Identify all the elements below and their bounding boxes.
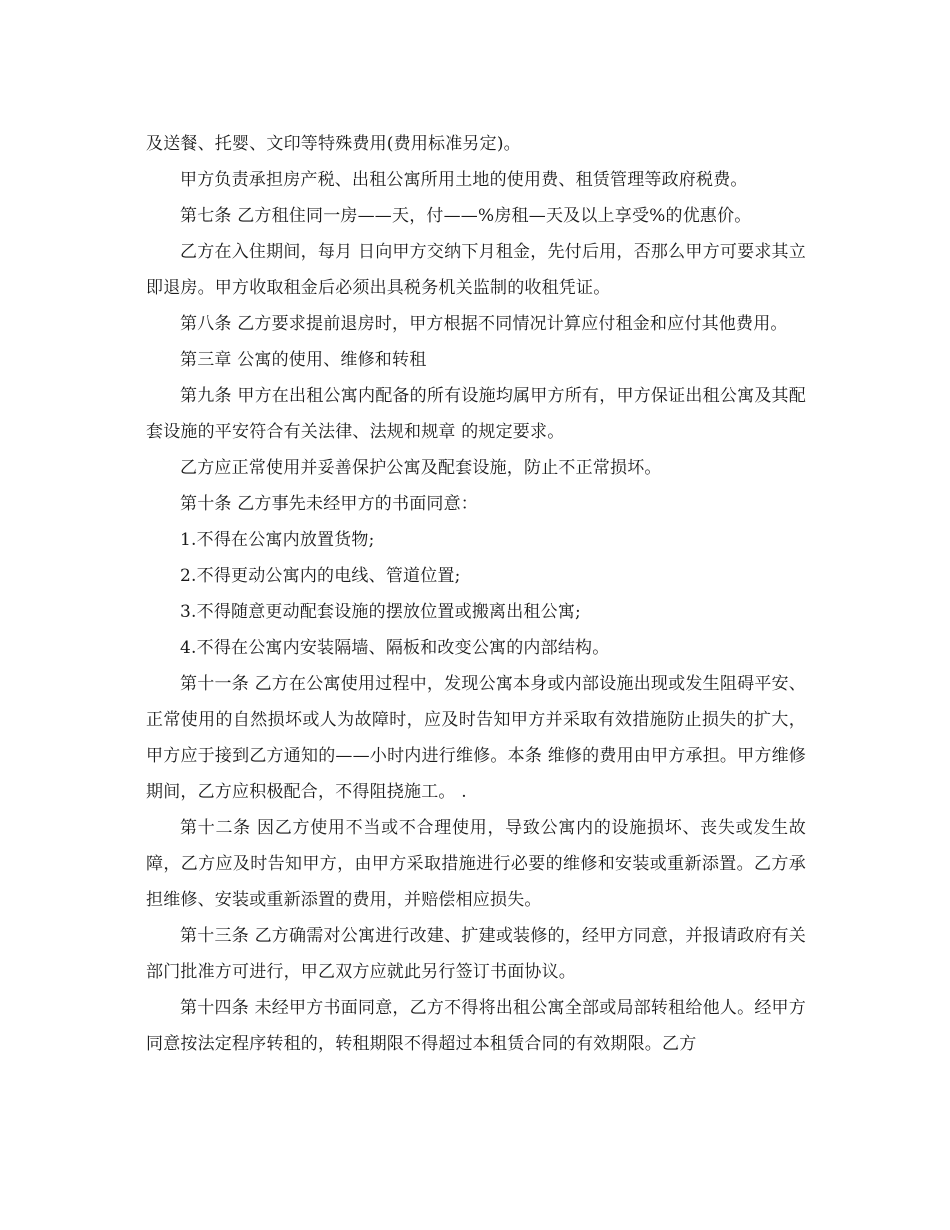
list-item-3: 3.不得随意更动配套设施的摆放位置或搬离出租公寓; [180,602,581,622]
article-8: 第八条 乙方要求提前退房时，甲方根据不同情况计算应付租金和应付其他费用。 [180,314,788,334]
article-14: 第十四条 未经甲方书面同意，乙方不得将出租公寓全部或局部转租给他人。经甲方同意按法定程序转租的，转租期限不得超过本租赁合同的有效期限。乙方 [146,998,806,1054]
paragraph-proper-use: 乙方应正常使用并妥善保护公寓及配套设施，防止不正常损坏。 [180,458,662,478]
article-11: 第十一条 乙方在公寓使用过程中，发现公寓本身或内部设施出现或发生阻碍平安、正常使用的自然损坏或人为故障时，应及时告知甲方并采取有效措施防止损失的扩大，甲方应于接到乙方通知的——小时内进行维修。本条 维修的费用由甲方承担。甲方维修期间，乙方应积极配合，不得阻挠施工。 . [146,674,806,802]
paragraph-rent-payment: 乙方在入住期间，每月 日向甲方交纳下月租金，先付后用，否那么甲方可要求其立即退房。甲方收取租金后必须出具税务机关监制的收租凭证。 [146,242,806,298]
paragraph-continuation: 及送餐、托婴、文印等特殊费用(费用标准另定)。 [146,134,521,154]
list-item-2: 2.不得更动公寓内的电线、管道位置; [180,566,461,586]
document-body [146,126,806,1062]
list-item-1: 1.不得在公寓内放置货物; [180,530,375,550]
article-10: 第十条 乙方事先未经甲方的书面同意： [180,494,479,514]
article-9: 第九条 甲方在出租公寓内配备的所有设施均属甲方所有，甲方保证出租公寓及其配套设施的平安符合有关法律、法规和规章 的规定要求。 [146,386,806,442]
article-7: 第七条 乙方租住同一房——天，付——%房租—天及以上享受%的优惠价。 [180,206,752,226]
paragraph-tax-responsibility: 甲方负责承担房产税、出租公寓所用土地的使用费、租赁管理等政府税费。 [180,170,748,190]
article-13: 第十三条 乙方确需对公寓进行改建、扩建或装修的，经甲方同意，并报请政府有关部门批准方可进行，甲乙双方应就此另行签订书面协议。 [146,926,806,982]
chapter-3-heading: 第三章 公寓的使用、维修和转租 [180,350,427,370]
article-12: 第十二条 因乙方使用不当或不合理使用，导致公寓内的设施损坏、丧失或发生故障，乙方应及时告知甲方，由甲方采取措施进行必要的维修和安装或重新添置。乙方承担维修、安装或重新添置的费用，并赔偿相应损失。 [146,818,806,910]
list-item-4: 4.不得在公寓内安装隔墙、隔板和改变公寓的内部结构。 [180,638,610,658]
